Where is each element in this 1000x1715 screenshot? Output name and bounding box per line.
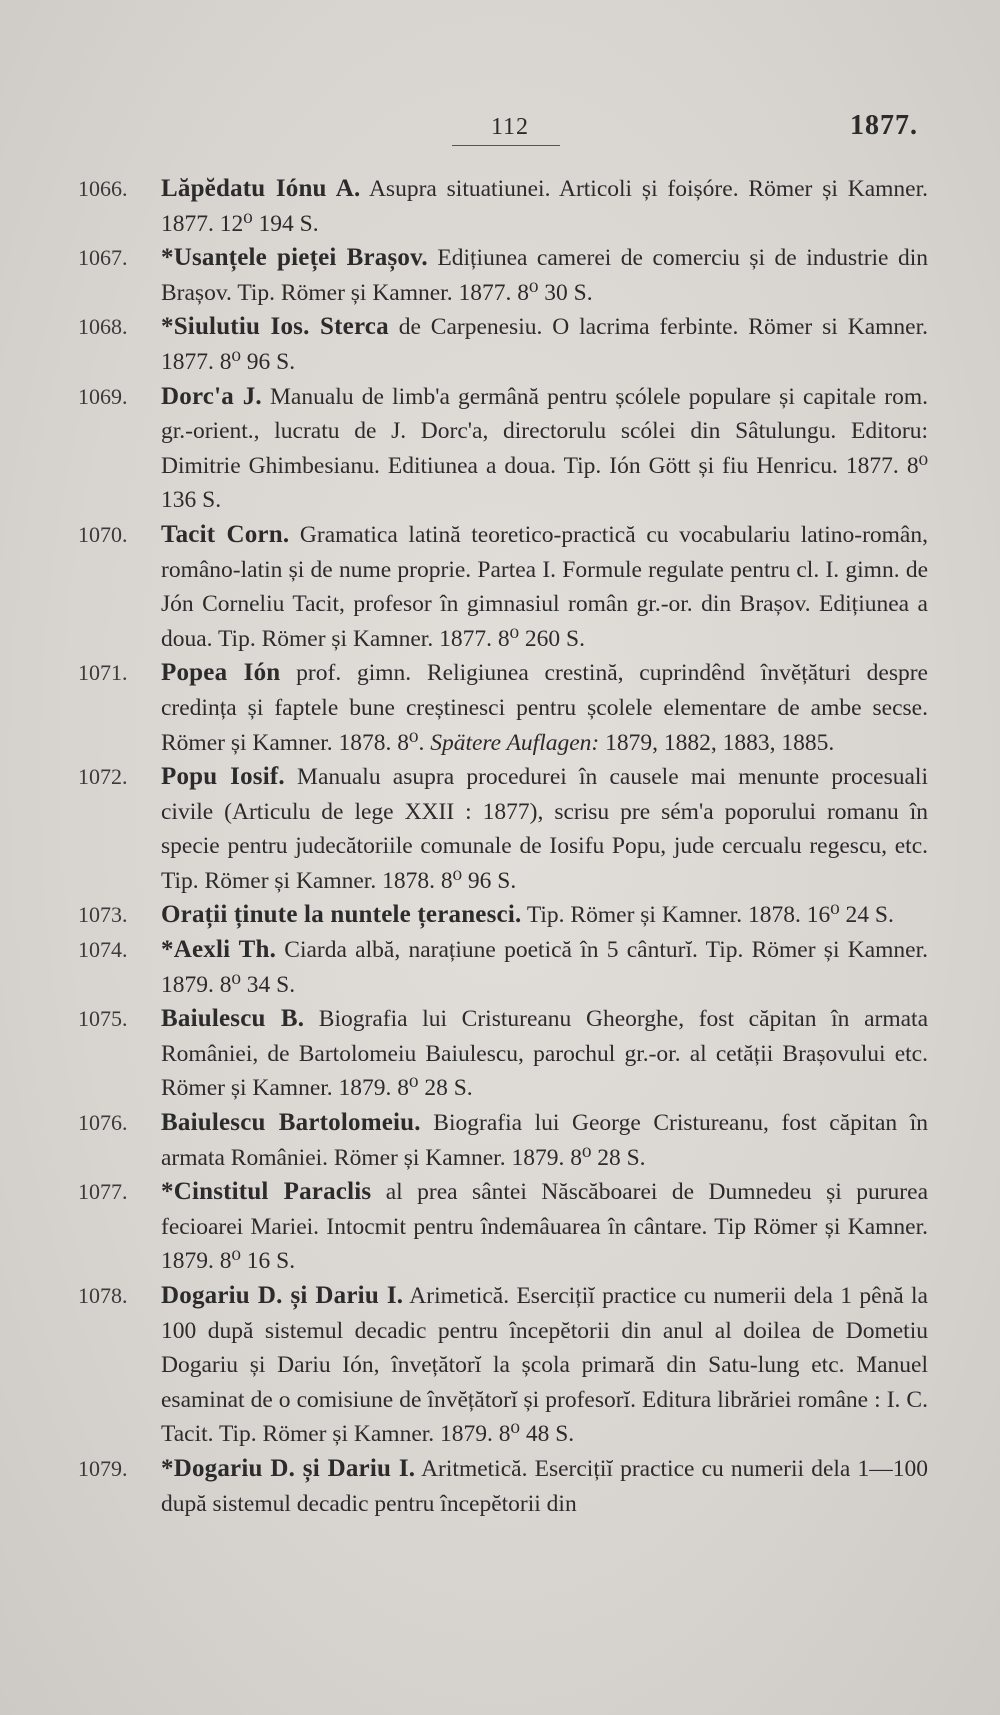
- entry-later-editions: 1879, 1882, 1883, 1885.: [599, 729, 835, 756]
- entry-author: Lăpĕdatu Iónu A.: [161, 175, 361, 202]
- entry-author: *Usanțele pieței Brașov.: [161, 244, 428, 272]
- entry-number: 1066.: [78, 176, 128, 201]
- entry-description: Tip. Römer și Kamner. 1878. 16⁰ 24 S.: [521, 902, 894, 929]
- entry-description: Gramatica latină teoretico-practică cu vocabulariu latino-român, româno-latin și de nume proprie. Partea I. Formule regulate pentru cl. I. gimn. de Jón Corneliu Tacit, profesor în gimnasiul român gr.-or. din Brașov. Edițiunea a doua. Tip. Römer și Kamner. 1877. 8⁰ 260 S.: [161, 521, 928, 652]
- bibliography-entry: [78, 1002, 928, 1106]
- bibliography-entry: [78, 898, 928, 933]
- entry-description: Biografia lui Cristureanu Gheorghe, fost căpitan în armata României, de Bartolomeiu Baiulescu, parochul gr.-or. al cetății Brașovului etc. Römer și Kamner. 1879. 8⁰ 28 S.: [161, 1006, 928, 1102]
- entry-number: 1078.: [78, 1283, 128, 1308]
- bibliography-entry: [78, 310, 928, 379]
- entry-number: 1067.: [78, 245, 128, 271]
- entry-number: 1073.: [78, 902, 128, 928]
- entry-number: 1070.: [78, 521, 128, 547]
- bibliography-entry: [78, 172, 928, 241]
- entry-number: 1068.: [78, 314, 128, 340]
- entry-author: Baiulescu B.: [161, 1005, 305, 1033]
- entry-later-editions-label: Spätere Auflagen:: [424, 729, 600, 756]
- bibliography-entry: [78, 760, 928, 898]
- entry-description: Ciarda albă, narațiune poetică în 5 cânturĭ. Tip. Römer și Kamner. 1879. 8⁰ 34 S.: [161, 937, 928, 998]
- page-number-underline: [452, 145, 560, 146]
- bibliography-entry: [78, 1452, 928, 1521]
- bibliography-entry: [78, 241, 928, 310]
- page-number: 112: [490, 114, 530, 140]
- entry-author: *Cinstitul Paraclis: [161, 1178, 372, 1206]
- bibliography-entry: [78, 380, 928, 518]
- entry-description: de Carpenesiu. O lacrima ferbinte. Römer si Kamner. 1877. 8⁰ 96 S.: [161, 314, 928, 375]
- page-header: [0, 110, 1000, 150]
- entry-description: prof. gimn. Religiunea crestină, cuprindênd învĕțături despre credința și faptele bune creștinesci pentru școlele elementare de ambe secse. Römer și Kamner. 1878. 8⁰.: [161, 660, 928, 756]
- entry-author: Popea Ión: [161, 659, 281, 687]
- bibliography-entry: [78, 1106, 928, 1175]
- year-heading: 1877.: [850, 110, 918, 141]
- entry-author: *Dogariu D. și Dariu I.: [161, 1454, 416, 1482]
- entry-author: Tacit Corn.: [161, 520, 290, 548]
- entry-description: Edițiunea camerei de comerciu și de industrie din Brașov. Tip. Römer și Kamner. 1877. 8⁰ 30 S.: [161, 245, 929, 306]
- entry-number: 1071.: [78, 660, 128, 686]
- entry-author: Dorc'a J.: [161, 382, 262, 410]
- entry-number: 1079.: [78, 1455, 128, 1481]
- entry-author: *Aexli Th.: [161, 936, 277, 964]
- bibliography-entry: [78, 933, 928, 1002]
- bibliography-entry: [78, 518, 928, 656]
- entry-description: Arimetică. Esercițiĭ practice cu numerii dela 1 pênă la 100 după sistemul decadic pentru începĕtorii din anul al doilea de Dometiu Dogariu și Dariu Ión, învețătorĭ la școla primară din Satu-lung etc. Manuel esaminat de o comisiune de învĕțătorĭ și profesorĭ. Editura librăriei române : I. C. Tacit. Tip. Römer și Kamner. 1879. 8⁰ 48 S.: [161, 1283, 928, 1448]
- entry-author: Baiulescu Bartolomeiu.: [161, 1109, 421, 1137]
- entry-description: Aritmetică. Esercițiĭ practice cu numerii dela 1—100 după sistemul decadic pentru începĕtorii din: [161, 1455, 928, 1517]
- entry-number: 1072.: [78, 764, 128, 790]
- entry-number: 1075.: [78, 1006, 128, 1032]
- entry-number: 1069.: [78, 383, 128, 409]
- entry-author: Popu Iosif.: [161, 763, 285, 791]
- bibliography-entry: [78, 656, 928, 760]
- entry-description: Asupra situatiunei. Articoli și foișóre. Römer și Kamner. 1877. 12⁰ 194 S.: [161, 176, 928, 237]
- entry-author: Dogariu D. și Dariu I.: [161, 1282, 404, 1309]
- entry-author: Orații ținute la nuntele țeranesci.: [161, 901, 522, 929]
- entry-number: 1076.: [78, 1110, 128, 1136]
- entry-description: Manualu asupra procedurei în causele mai menunte procesuali civile (Articulu de lege XXII : 1877), scrisu pre sém'a poporului romanu în specie pentru judecătoriile comunale de Iosifu Popu, jude cercualu regescu, etc. Tip. Römer și Kamner. 1878. 8⁰ 96 S.: [161, 764, 928, 894]
- entry-number: 1077.: [78, 1179, 128, 1205]
- entry-description: Biografia lui George Cristureanu, fost căpitan în armata României. Römer și Kamner. 1879. 8⁰ 28 S.: [161, 1110, 928, 1171]
- bibliography-entry: [78, 1279, 928, 1452]
- entry-author: *Siulutiu Ios. Sterca: [161, 313, 389, 341]
- entry-description: al prea sântei Născăboarei de Dumnedeu și pururea fecioarei Mariei. Intocmit pentru îndemâuarea în cântare. Tip Römer și Kamner. 1879. 8⁰ 16 S.: [161, 1179, 928, 1275]
- entry-description: Manualu de limb'a germână pentru șcólele populare și capitale rom. gr.-orient., lucratu de J. Dorc'a, directorulu scólei din Sâtulungu. Editoru: Dimitrie Ghimbesianu. Editiunea a doua. Tip. Ión Gött și fiu Henricu. 1877. 8⁰ 136 S.: [161, 383, 928, 514]
- bibliography-list: [78, 172, 928, 1521]
- entry-number: 1074.: [78, 937, 128, 963]
- bibliography-entry: [78, 1175, 928, 1279]
